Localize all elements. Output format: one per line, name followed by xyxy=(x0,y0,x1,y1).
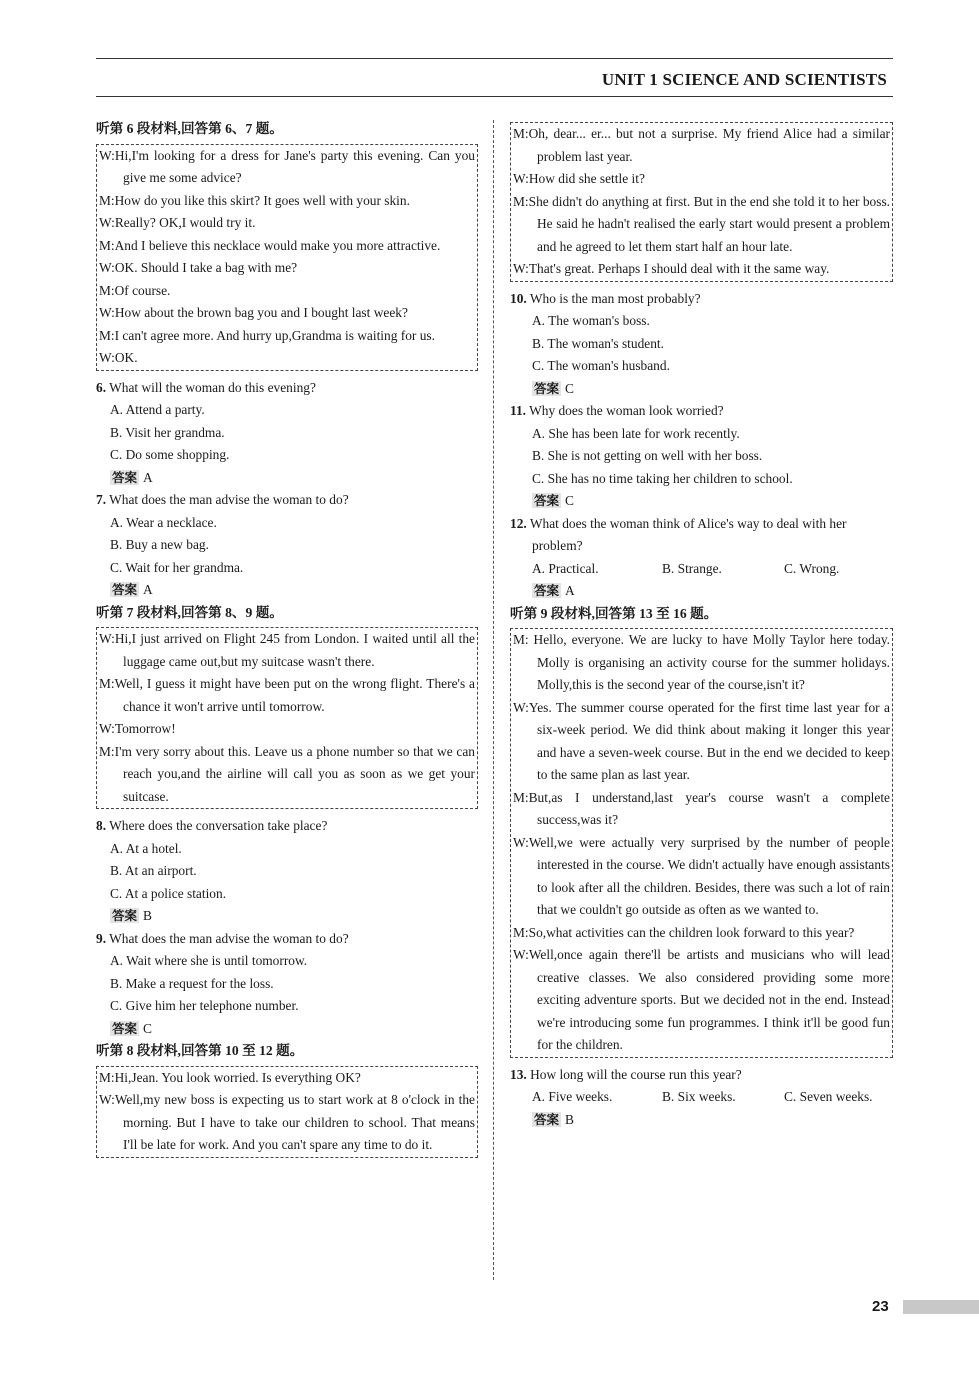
option-a: A. She has been late for work recently. xyxy=(532,425,740,441)
dialog-box-6 xyxy=(96,144,478,371)
dialog-box-8 xyxy=(96,1066,478,1158)
option-b: B. She is not getting on well with her boss. xyxy=(532,448,763,463)
option-a: A. Practical. xyxy=(532,560,599,576)
answer-10 xyxy=(510,378,893,401)
answer-value: B xyxy=(565,1111,574,1127)
option-b: B. Six weeks. xyxy=(662,1089,736,1104)
answer-label: 答案 xyxy=(112,908,138,923)
question-9 xyxy=(96,928,478,951)
question-number: 13. xyxy=(510,1066,527,1082)
question-6 xyxy=(96,377,478,400)
answer-value: C xyxy=(143,1020,152,1036)
answer-9 xyxy=(96,1018,478,1041)
dialog-box-8-continued xyxy=(510,122,893,282)
page-number: 23 xyxy=(872,1298,889,1315)
dialog-line: M:So,what activities can the children look forward to this year? xyxy=(513,924,855,940)
answer-label: 答案 xyxy=(534,380,560,396)
question-13 xyxy=(510,1064,893,1087)
option-b: B. At an airport. xyxy=(110,863,197,878)
question-text: How long will the course run this year? xyxy=(530,1066,742,1082)
option-b: B. Make a request for the loss. xyxy=(110,975,274,991)
dialog-line: W:Well,we were actually very surprised by the number of people interested in the course. We didn't actually have enough assistants to look after all the children. Besides, there was such a lot of rain that we couldn't go outside as often as we wanted to. xyxy=(513,834,890,917)
question-number: 6. xyxy=(96,379,107,395)
question-12 xyxy=(510,513,893,558)
question-number: 9. xyxy=(96,930,107,946)
answer-7 xyxy=(96,579,478,602)
question-text: What does the man advise the woman to do? xyxy=(109,492,349,507)
dialog-line: M:I'm very sorry about this. Leave us a phone number so that we can reach you,and the airline will call you as soon as we get your suitcase. xyxy=(99,743,475,804)
dialog-line: W:Well,my new boss is expecting us to start work at 8 o'clock in the morning. But I have to take our children to school. That means I'll be late for work. And you can't spare any time to do it. xyxy=(99,1092,475,1152)
section-heading-8: 听第 8 段材料,回答第 10 至 12 题。 xyxy=(96,1043,304,1058)
dialog-line: M:She didn't do anything at first. But in the end she told it to her boss. He said he hadn't realised the early start would present a problem and he agreed to let them start half an hour late. xyxy=(513,193,890,254)
option-c: C. The woman's husband. xyxy=(532,358,670,373)
dialog-line: M:But,as I understand,last year's course wasn't a complete success,was it? xyxy=(513,789,890,827)
question-8 xyxy=(96,815,478,838)
question-text: What does the man advise the woman to do? xyxy=(109,930,349,946)
question-number: 10. xyxy=(510,290,527,306)
dialog-line: W:Tomorrow! xyxy=(99,721,176,736)
option-a: A. Wear a necklace. xyxy=(110,514,217,530)
question-number: 7. xyxy=(96,492,107,507)
question-11 xyxy=(510,400,893,423)
dialog-line: W:OK. Should I take a bag with me? xyxy=(99,260,298,275)
dialog-line: W:Yes. The summer course operated for the first time last year for a six-week period. We did think about making it longer this year and have a seven-week course. But in the end we decided to keep to the same plan as last year. xyxy=(513,699,890,782)
option-a: A. Five weeks. xyxy=(532,1089,613,1104)
option-b: B. Visit her grandma. xyxy=(110,424,225,440)
question-text: Who is the man most probably? xyxy=(529,290,701,306)
right-column xyxy=(510,118,893,1131)
page-number-bar xyxy=(903,1300,979,1314)
answer-value: A xyxy=(143,469,153,485)
option-c: C. Wrong. xyxy=(784,560,840,576)
option-c: C. Do some shopping. xyxy=(110,447,230,462)
answer-6 xyxy=(96,467,478,490)
answer-label: 答案 xyxy=(534,583,560,598)
question-number: 12. xyxy=(510,515,527,531)
dialog-line: W:That's great. Perhaps I should deal with it the same way. xyxy=(513,261,830,276)
option-a: A. Attend a party. xyxy=(110,402,205,417)
option-a: A. Wait where she is until tomorrow. xyxy=(110,953,308,968)
options-row-12 xyxy=(510,558,893,581)
answer-8 xyxy=(96,905,478,928)
section-heading-7: 听第 7 段材料,回答第 8、9 题。 xyxy=(96,604,283,620)
answer-label: 答案 xyxy=(112,582,138,597)
option-c: C. At a police station. xyxy=(110,885,227,901)
answer-value: C xyxy=(565,380,574,396)
dialog-line: M:How do you like this skirt? It goes well with your skin. xyxy=(99,192,410,208)
answer-12 xyxy=(510,580,893,603)
dialog-line: W:Hi,I just arrived on Flight 245 from London. I waited until all the luggage came out,but my suitcase wasn't there. xyxy=(99,631,475,669)
header-top-rule xyxy=(96,58,893,59)
dialog-line: W:Really? OK,I would try it. xyxy=(99,215,256,230)
dialog-line: M:Well, I guess it might have been put on the wrong flight. There's a chance it won't arrive until tomorrow. xyxy=(99,676,475,714)
dialog-line: M:I can't agree more. And hurry up,Grandma is waiting for us. xyxy=(99,327,435,343)
section-heading-6: 听第 6 段材料,回答第 6、7 题。 xyxy=(96,121,283,136)
dialog-line: M: Hello, everyone. We are lucky to have Molly Taylor here today. Molly is organising an activity course for the summer holidays. Molly,this is the second year of the course,isn't it? xyxy=(513,632,890,692)
header-bottom-rule xyxy=(96,96,893,97)
dialog-line: W:Hi,I'm looking for a dress for Jane's party this evening. Can you give me some advice? xyxy=(99,147,475,185)
option-b: B. Strange. xyxy=(662,560,722,576)
answer-label: 答案 xyxy=(534,493,560,508)
question-number: 8. xyxy=(96,818,107,833)
option-c: C. She has no time taking her children to school. xyxy=(532,470,793,486)
option-a: A. The woman's boss. xyxy=(532,313,650,328)
question-text: Why does the woman look worried? xyxy=(529,403,724,418)
dialog-line: M:Hi,Jean. You look worried. Is everything OK? xyxy=(99,1069,361,1085)
dialog-box-7 xyxy=(96,627,478,809)
question-text: What will the woman do this evening? xyxy=(109,379,316,395)
dialog-line: M:And I believe this necklace would make you more attractive. xyxy=(99,237,441,253)
dialog-line: M:Of course. xyxy=(99,282,171,298)
option-c: C. Seven weeks. xyxy=(784,1089,873,1104)
dialog-box-9 xyxy=(510,628,893,1058)
dialog-line: W:How about the brown bag you and I bought last week? xyxy=(99,305,408,320)
answer-value: B xyxy=(143,908,152,923)
answer-value: A xyxy=(143,582,153,597)
left-column xyxy=(96,118,478,1164)
answer-label: 答案 xyxy=(534,1111,560,1127)
answer-value: A xyxy=(565,583,575,598)
section-heading-9: 听第 9 段材料,回答第 13 至 16 题。 xyxy=(510,605,718,621)
option-b: B. Buy a new bag. xyxy=(110,537,209,552)
answer-13 xyxy=(510,1109,893,1132)
question-text: What does the woman think of Alice's way to deal with her problem? xyxy=(529,515,847,553)
answer-11 xyxy=(510,490,893,513)
answer-label: 答案 xyxy=(112,469,138,485)
options-row-13 xyxy=(510,1086,893,1109)
option-c: C. Wait for her grandma. xyxy=(110,559,244,575)
dialog-line: W:Well,once again there'll be artists and musicians who will lead creative classes. We also considered providing some more exciting adventure sports. But we decided not in the end. Instead we're introducing some fun programmes. I think it'll be good fun for the children. xyxy=(513,947,890,1052)
question-number: 11. xyxy=(510,403,526,418)
dialog-line: W:OK. xyxy=(99,350,138,365)
dialog-line: M:Oh, dear... er... but not a surprise. My friend Alice had a similar problem last year. xyxy=(513,126,890,164)
answer-label: 答案 xyxy=(112,1020,138,1036)
option-a: A. At a hotel. xyxy=(110,840,182,856)
dialog-line: W:How did she settle it? xyxy=(513,171,645,186)
unit-title: UNIT 1 SCIENCE AND SCIENTISTS xyxy=(601,70,887,89)
question-7 xyxy=(96,489,478,512)
column-divider xyxy=(493,120,494,1280)
option-b: B. The woman's student. xyxy=(532,335,664,351)
question-10 xyxy=(510,288,893,311)
option-c: C. Give him her telephone number. xyxy=(110,998,299,1013)
answer-value: C xyxy=(565,493,574,508)
question-text: Where does the conversation take place? xyxy=(109,818,328,833)
